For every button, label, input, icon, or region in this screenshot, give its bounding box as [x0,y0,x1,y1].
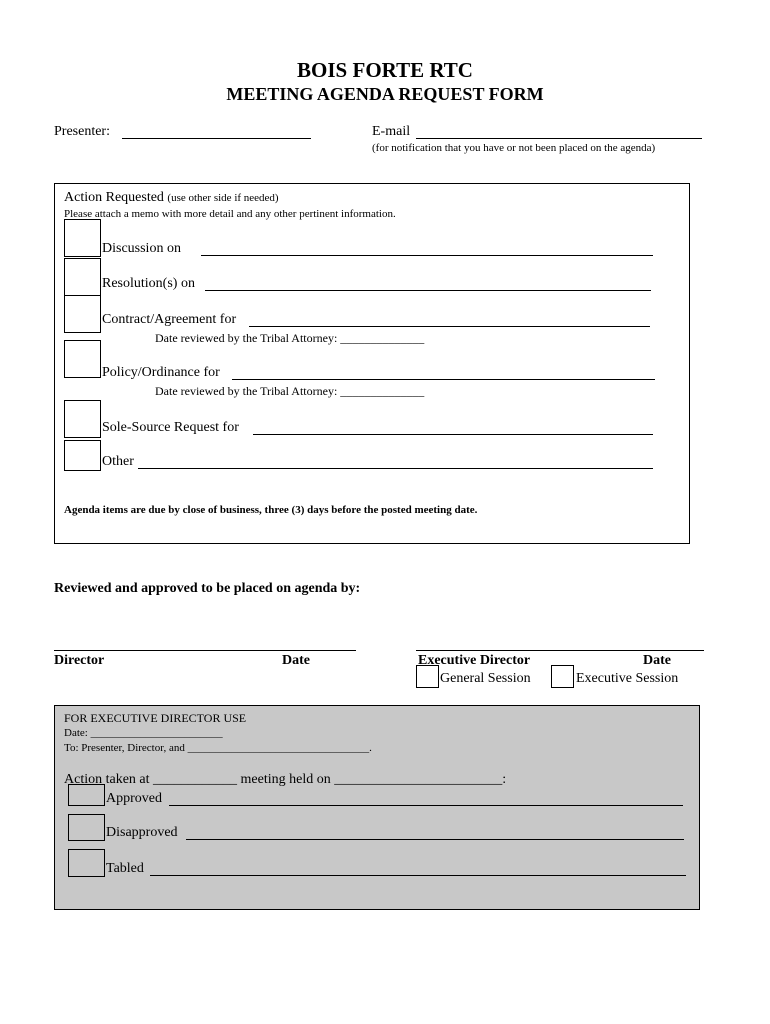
policy-checkbox[interactable] [64,340,101,378]
exec-use-heading: FOR EXECUTIVE DIRECTOR USE [64,711,247,725]
action-requested-panel [54,183,690,544]
disapproved-label: Disapproved [106,825,178,840]
contract-review-date: Date reviewed by the Tribal Attorney: ______________ [155,331,425,345]
disapproved-checkbox[interactable] [68,814,105,841]
action-taken: Action taken at ____________ meeting held on ________________________: [64,772,507,787]
form-title: MEETING AGENDA REQUEST FORM [226,84,544,104]
contract-field[interactable] [249,326,650,327]
exec-director-date-label: Date [643,653,671,668]
executive-session-label: Executive Session [576,671,679,686]
discussion-field[interactable] [201,255,653,256]
resolution-label: Resolution(s) on [102,276,195,291]
tabled-field[interactable] [150,875,686,876]
discussion-checkbox[interactable] [64,219,101,257]
other-field[interactable] [138,468,653,469]
disapproved-field[interactable] [186,839,684,840]
sole-source-checkbox[interactable] [64,400,101,438]
due-notice: Agenda items are due by close of business, three (3) days before the posted meeting date. [64,504,478,516]
discussion-label: Discussion on [102,241,181,256]
tabled-checkbox[interactable] [68,849,105,877]
action-heading-note: (use other side if needed) [167,192,279,204]
general-session-label: General Session [440,671,531,686]
other-label: Other [102,454,134,469]
approval-heading: Reviewed and approved to be placed on agenda by: [54,581,361,596]
exec-director-label: Executive Director [418,653,531,668]
director-signature-line[interactable] [54,650,356,651]
presenter-field[interactable] [122,138,311,139]
presenter-label: Presenter: [54,124,110,139]
action-heading [64,190,279,206]
policy-review-date: Date reviewed by the Tribal Attorney: ______________ [155,384,425,398]
executive-session-checkbox[interactable] [551,665,574,688]
policy-field[interactable] [232,379,655,380]
resolution-checkbox[interactable] [64,258,101,296]
sole-source-field[interactable] [253,434,653,435]
resolution-field[interactable] [205,290,651,291]
exec-director-signature-line[interactable] [416,650,704,651]
approved-field[interactable] [169,805,683,806]
approved-label: Approved [106,791,162,806]
email-note: (for notification that you have or not been placed on the agenda) [372,142,656,154]
email-label: E-mail [372,124,411,139]
tabled-label: Tabled [106,861,144,876]
general-session-checkbox[interactable] [416,665,439,688]
org-title: BOIS FORTE RTC [297,58,473,82]
contract-label: Contract/Agreement for [102,312,237,327]
email-field[interactable] [416,138,702,139]
exec-use-date: Date: ________________________ [64,727,223,739]
director-date-label: Date [282,653,310,668]
exec-use-to: To: Presenter, Director, and _________________________________. [64,742,372,754]
action-instruction: Please attach a memo with more detail and any other pertinent information. [64,208,396,220]
director-label: Director [54,653,105,668]
sole-source-label: Sole-Source Request for [102,420,239,435]
policy-label: Policy/Ordinance for [102,365,220,380]
action-heading-text: Action Requested [64,190,164,205]
approved-checkbox[interactable] [68,784,105,806]
other-checkbox[interactable] [64,440,101,471]
contract-checkbox[interactable] [64,295,101,333]
